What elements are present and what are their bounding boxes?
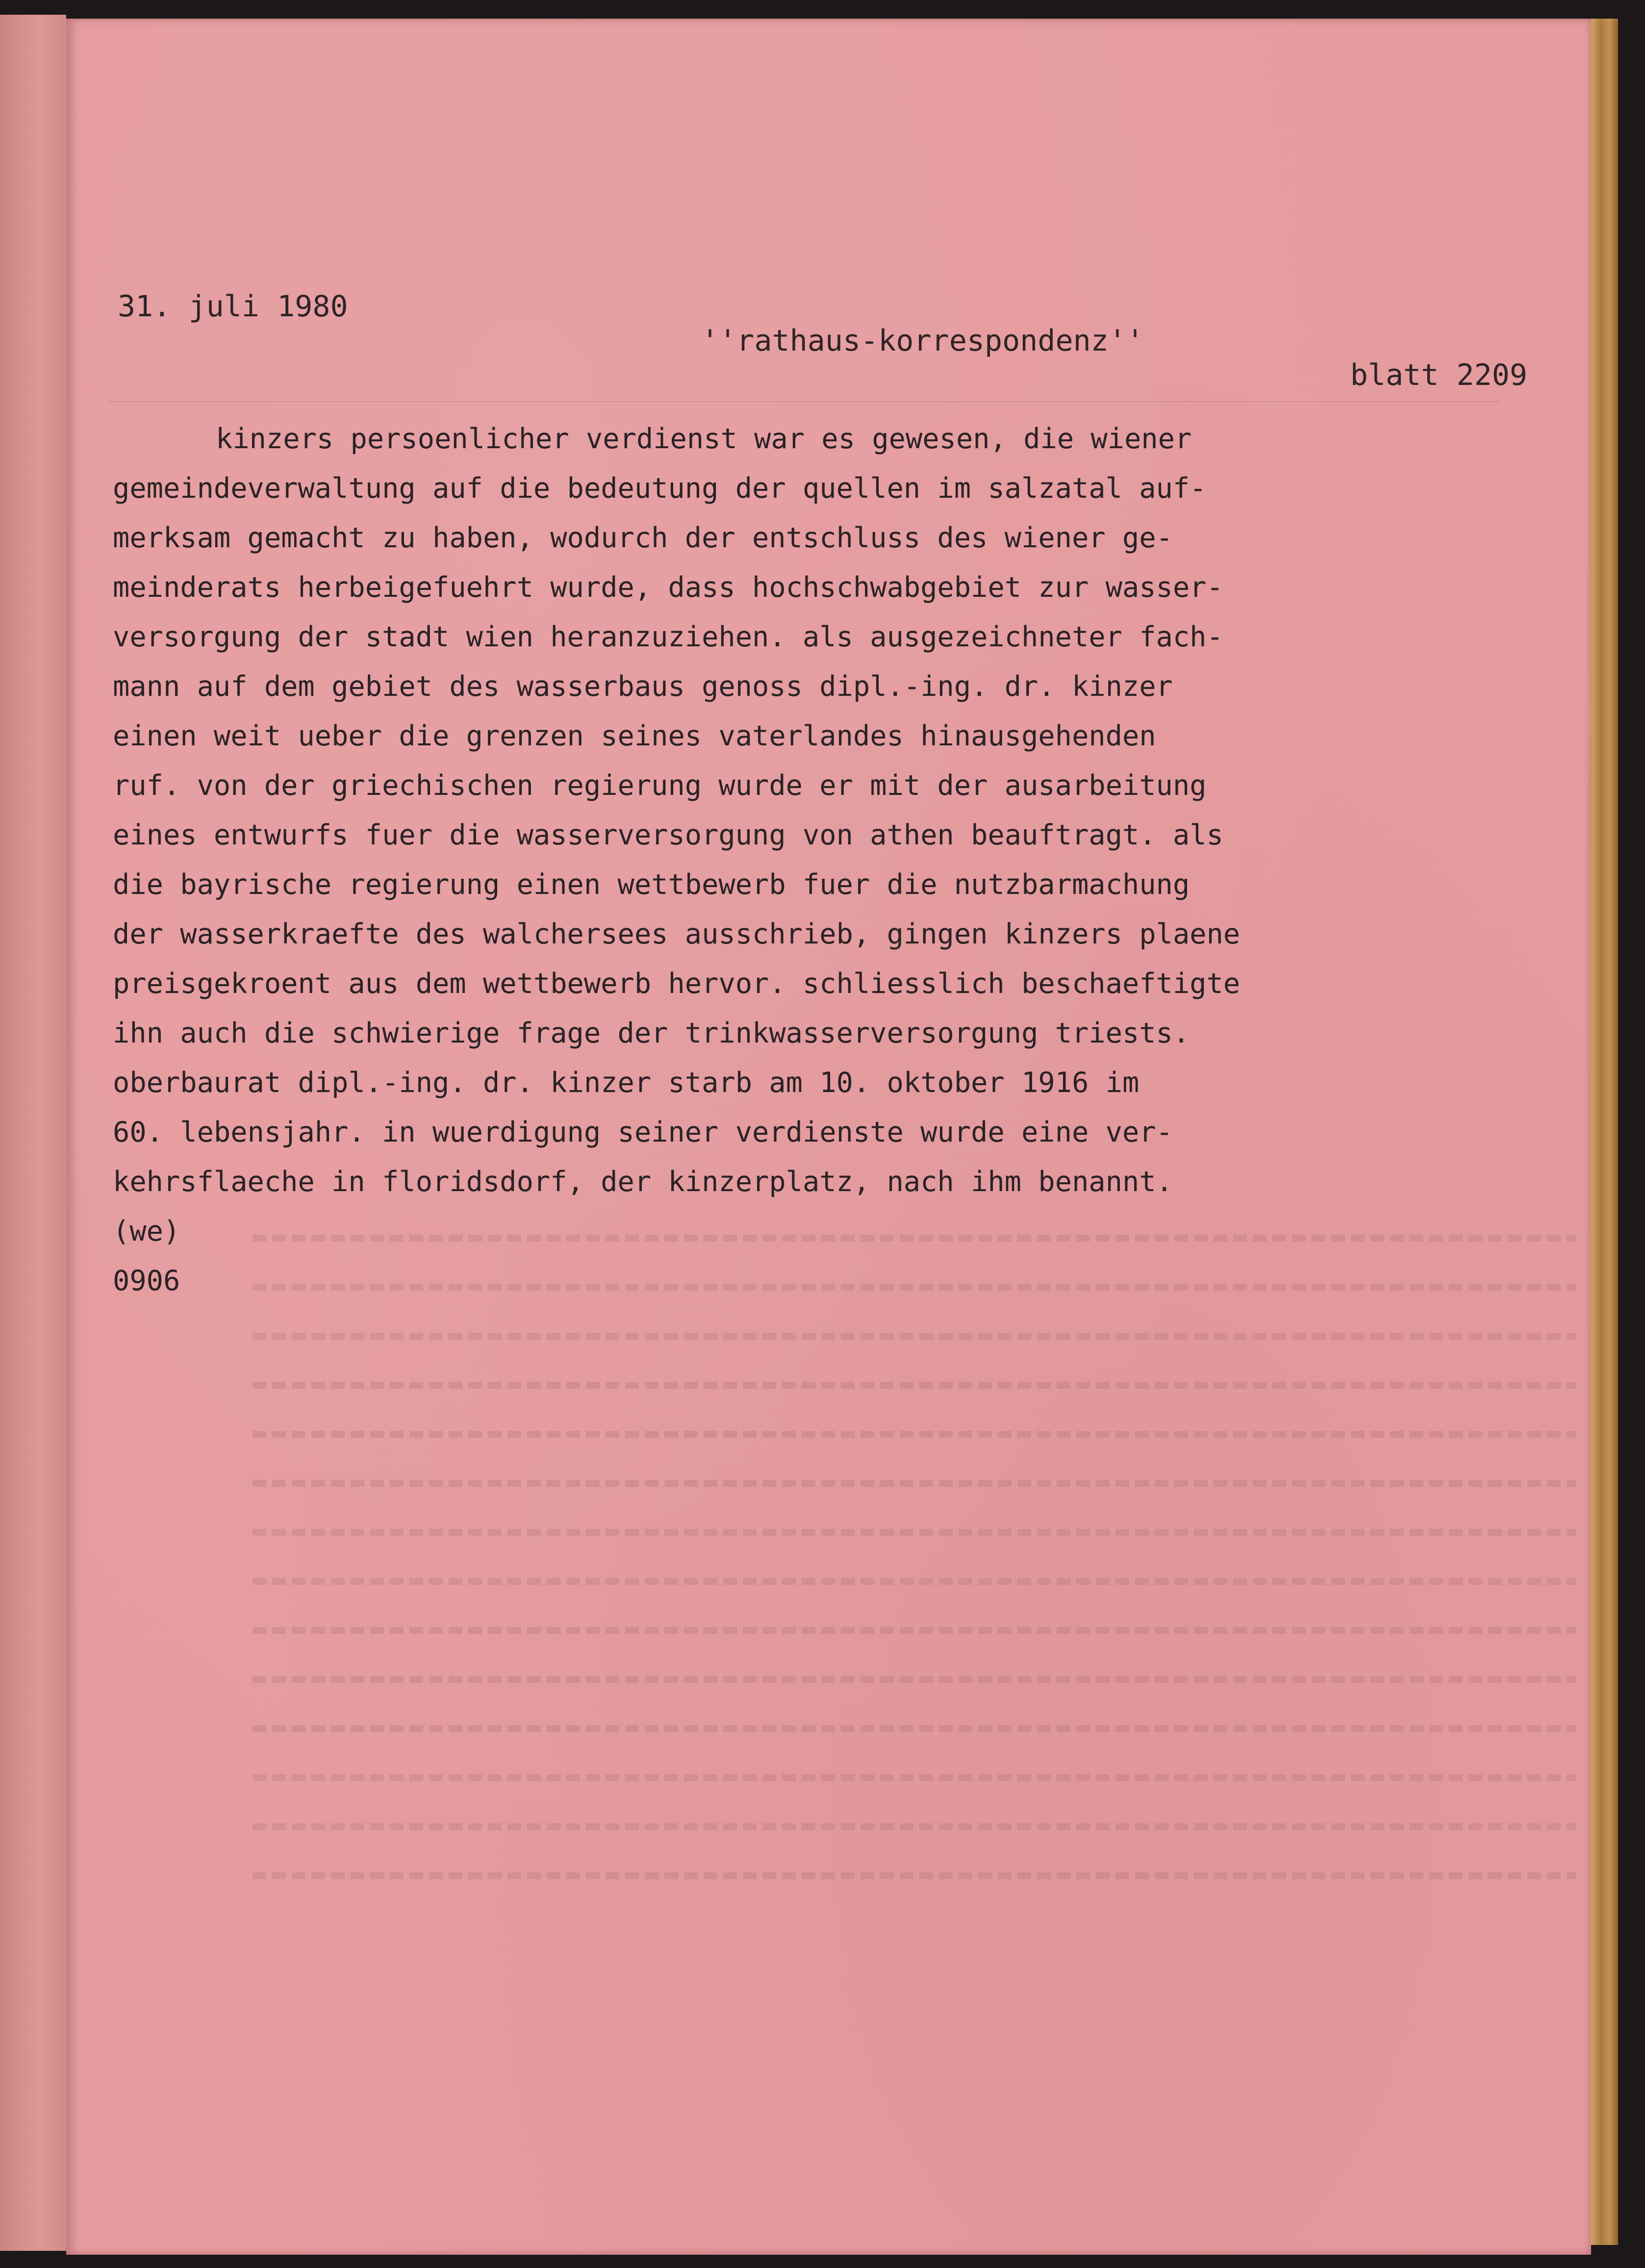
page-header — [118, 255, 1527, 392]
body-line: kinzers persoenlicher verdienst war es gewesen, die wiener — [216, 423, 1192, 455]
body-line: 60. lebensjahr. in wuerdigung seiner verdienste wurde eine ver- — [113, 1116, 1173, 1148]
body-line: der wasserkraefte des walchersees ausschrieb, gingen kinzers plaene — [113, 918, 1240, 950]
header-sheet-number: blatt 2209 — [1350, 358, 1527, 392]
previous-page-edge — [0, 15, 66, 2251]
body-line: ruf. von der griechischen regierung wurde er mit der ausarbeitung — [113, 769, 1207, 802]
body-line: die bayrische regierung einen wettbewerb fuer die nutzbarmachung — [113, 868, 1190, 901]
header-divider — [108, 401, 1500, 402]
body-line: meinderats herbeigefuehrt wurde, dass hochschwabgebiet zur wasser- — [113, 571, 1223, 604]
body-line: versorgung der stadt wien heranzuziehen. als ausgezeichneter fach- — [113, 621, 1223, 653]
body-line: eines entwurfs fuer die wasserversorgung von athen beauftragt. als — [113, 819, 1223, 851]
body-line: ihn auch die schwierige frage der trinkwasserversorgung triests. — [113, 1017, 1190, 1049]
body-line: oberbaurat dipl.-ing. dr. kinzer starb am 10. oktober 1916 im — [113, 1067, 1139, 1099]
body-line: gemeindeverwaltung auf die bedeutung der quellen im salzatal auf- — [113, 472, 1207, 505]
bleed-through-text — [253, 1235, 1576, 1921]
document-code: 0906 — [113, 1265, 180, 1297]
body-line: preisgekroent aus dem wettbewerb hervor. schliesslich beschaeftigte — [113, 968, 1240, 1000]
article-body — [113, 414, 1510, 1306]
body-line: merksam gemacht zu haben, wodurch der entschluss des wiener ge- — [113, 522, 1173, 554]
body-line: einen weit ueber die grenzen seines vaterlandes hinausgehenden — [113, 720, 1156, 752]
header-publication: ''rathaus-korrespondenz'' — [701, 324, 1144, 358]
body-line: mann auf dem gebiet des wasserbaus genoss dipl.-ing. dr. kinzer — [113, 670, 1173, 703]
author-tag: (we) — [113, 1215, 180, 1248]
body-line: kehrsflaeche in floridsdorf, der kinzerplatz, nach ihm benannt. — [113, 1166, 1173, 1198]
header-date: 31. juli 1980 — [118, 289, 348, 324]
